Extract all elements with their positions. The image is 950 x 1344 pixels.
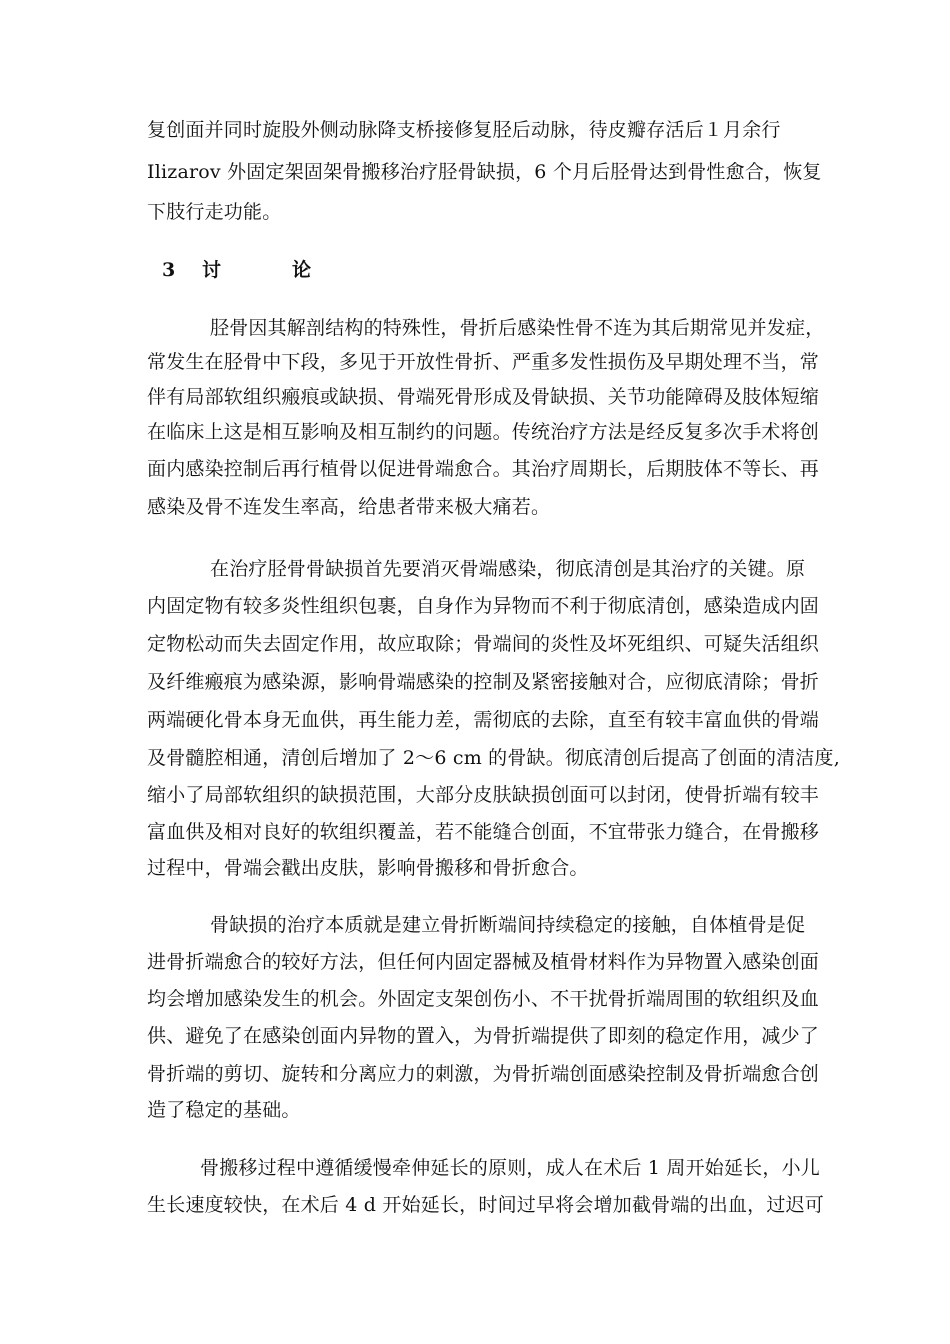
paragraph-0-line-3: 下肢行走功能。 bbox=[147, 201, 282, 223]
paragraph-3-line-2: 进骨折端愈合的较好方法，但任何内固定器械及植骨材料作为异物置入感染创面 bbox=[147, 951, 820, 973]
paragraph-2-line-1: 在治疗胫骨骨缺损首先要消灭骨端感染，彻底清创是其治疗的关键。原 bbox=[210, 558, 806, 580]
paragraph-2-line-2: 内固定物有较多炎性组织包裹，自身作为异物而不利于彻底清创，感染造成内固 bbox=[147, 595, 820, 617]
paragraph-2-line-3: 定物松动而失去固定作用，故应取除；骨端间的炎性及坏死组织、可疑失活组织 bbox=[147, 633, 820, 655]
paragraph-3-line-6: 造了稳定的基础。 bbox=[147, 1099, 301, 1121]
paragraph-1-line-2: 常发生在胫骨中下段，多见于开放性骨折、严重多发性损伤及早期处理不当，常 bbox=[147, 351, 820, 373]
paragraph-1-line-1: 胫骨因其解剖结构的特殊性，骨折后感染性骨不连为其后期常见并发症， bbox=[210, 317, 825, 339]
paragraph-0-line-1: 复创面并同时旋股外侧动脉降支桥接修复胫后动脉，待皮瓣存活后１月余行 bbox=[147, 119, 781, 141]
paragraph-4-line-2: 生长速度较快，在术后 4 d 开始延长，时间过早将会增加截骨端的出血，过迟可 bbox=[147, 1194, 824, 1216]
paragraph-4-line-1: 骨搬移过程中遵循缓慢牵伸延长的原则，成人在术后 1 周开始延长，小儿 bbox=[200, 1157, 820, 1179]
section-number: 3 bbox=[162, 259, 176, 281]
paragraph-3-line-1: 骨缺损的治疗本质就是建立骨折断端间持续稳定的接触，自体植骨是促 bbox=[210, 914, 806, 936]
paragraph-1-line-6: 感染及骨不连发生率高，给患者带来极大痛若。 bbox=[147, 496, 551, 518]
paragraph-2-line-9: 过程中，骨端会戳出皮肤，影响骨搬移和骨折愈合。 bbox=[147, 857, 589, 879]
paragraph-0-line-2: Ilizarov 外固定架固架骨搬移治疗胫骨缺损，6 个月后胫骨达到骨性愈合，恢复 bbox=[147, 161, 822, 183]
paragraph-2-line-4: 及纤维瘢痕为感染源，影响骨端感染的控制及紧密接触对合，应彻底清除；骨折 bbox=[147, 671, 820, 693]
paragraph-2-line-8: 富血供及相对良好的软组织覆盖，若不能缝合创面，不宜带张力缝合，在骨搬移 bbox=[147, 821, 820, 843]
paragraph-2-line-7: 缩小了局部软组织的缺损范围，大部分皮肤缺损创面可以封闭，使骨折端有较丰 bbox=[147, 784, 820, 806]
section-title-char-1: 讨 bbox=[202, 259, 222, 281]
paragraph-1-line-3: 伴有局部软组织瘢痕或缺损、骨端死骨形成及骨缺损、关节功能障碍及肢体短缩 bbox=[147, 386, 820, 408]
section-heading bbox=[162, 258, 311, 282]
section-title-char-2: 论 bbox=[292, 259, 312, 281]
paragraph-2-line-5: 两端硬化骨本身无血供，再生能力差，需彻底的去除，直至有较丰富血供的骨端 bbox=[147, 709, 820, 731]
paragraph-3-line-3: 均会增加感染发生的机会。外固定支架创伤小、不干扰骨折端周围的软组织及血 bbox=[147, 988, 820, 1010]
paragraph-3-line-5: 骨折端的剪切、旋转和分离应力的刺激，为骨折端创面感染控制及骨折端愈合创 bbox=[147, 1063, 820, 1085]
paragraph-2-line-6: 及骨髓腔相通，清创后增加了 2～6 cm 的骨缺。彻底清创后提高了创面的清洁度, bbox=[147, 747, 840, 769]
paragraph-3-line-4: 供、避免了在感染创面内异物的置入，为骨折端提供了即刻的稳定作用，减少了 bbox=[147, 1025, 820, 1047]
paragraph-1-line-4: 在临床上这是相互影响及相互制约的问题。传统治疗方法是经反复多次手术将创 bbox=[147, 421, 820, 443]
paragraph-1-line-5: 面内感染控制后再行植骨以促进骨端愈合。其治疗周期长，后期肢体不等长、再 bbox=[147, 458, 820, 480]
